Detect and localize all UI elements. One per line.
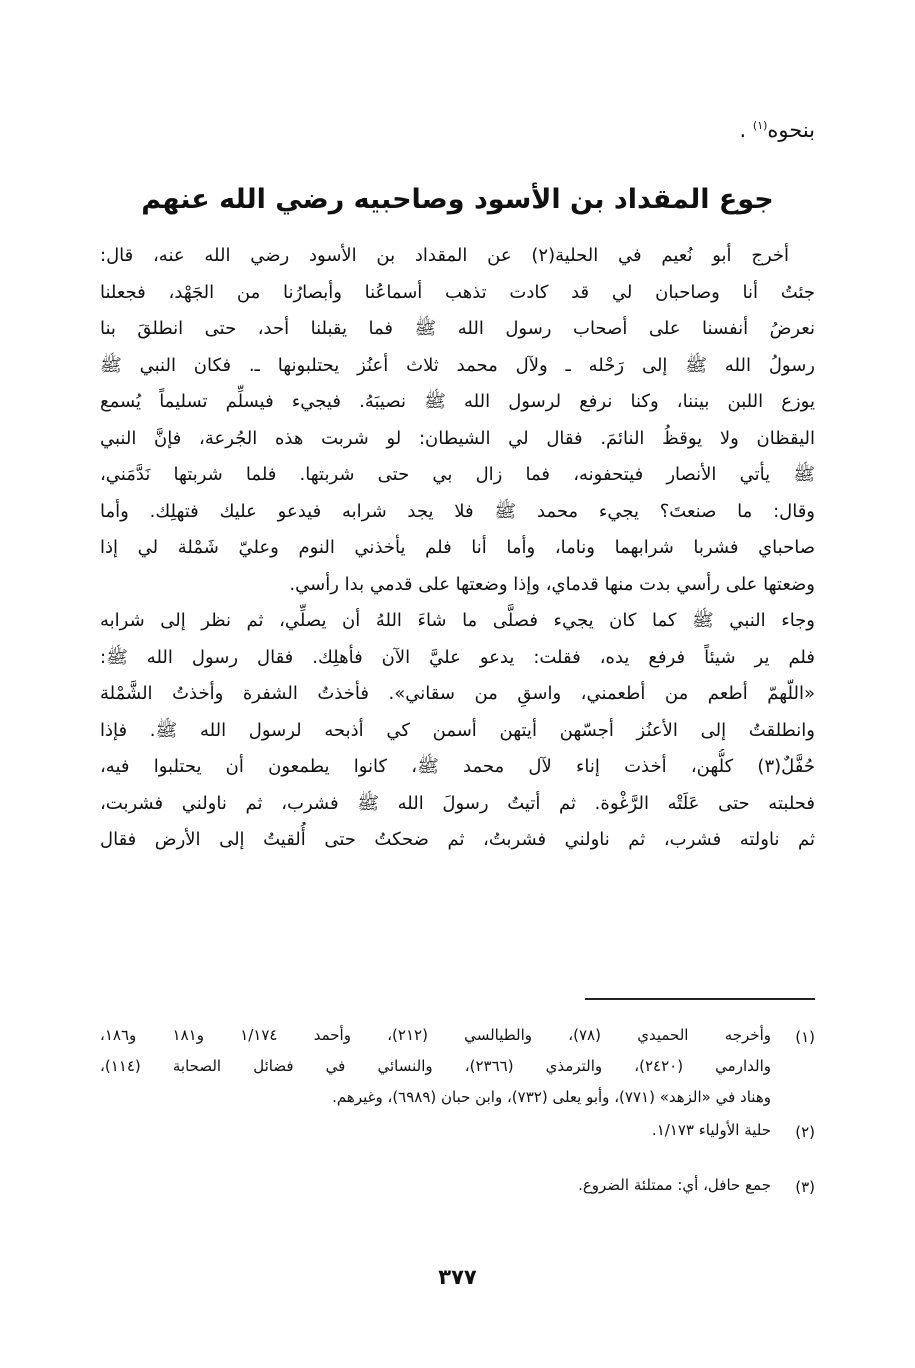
footnote-number: (٢) [795, 1123, 815, 1141]
footnote-line: حلية الأولياء ١/١٧٣. [651, 1121, 771, 1139]
footnote-divider [585, 998, 815, 1000]
body-line: حُفَّلٌ(٣) كلُّهن، أخذت إناء لآل محمد ﷺ، كانوا يطمعون أن يحتلبوا فيه، [100, 756, 815, 777]
body-line: وقال: ما صنعتَ؟ يجيء محمد ﷺ فلا يجد شرابه فيدعو عليك فتهلِك. وأما [100, 500, 815, 522]
body-line: وجاء النبي ﷺ كما كان يجيء فصلَّى ما شاءَ اللهُ أن يصلِّي، ثم نظر إلى شرابه [100, 610, 815, 631]
body-line: رسولُ الله ﷺ إلى رَحْله ـ ولآل محمد ثلاث أعنُز يحتلبونها ـ. فكان النبي ﷺ [100, 354, 815, 376]
footnote-body [100, 1020, 771, 1113]
body-line: ثم ناولته فشرب، ثم ناولني فشربتُ، ثم ضحكتُ حتى أُلقيتُ إلى الأرض فقال [100, 829, 815, 850]
body-line: جئتُ أنا وصاحبان لي قد كادت تذهب أسماعُنا وأبصارُنا من الجَهْد، فجعلنا [100, 281, 815, 303]
body-line: ﷺ يأتي الأنصار فيتحفونه، فما زال بي حتى شربتها. فلما شربتها نَدَّمَني، [100, 464, 815, 485]
footnote-number: (١) [795, 1028, 815, 1046]
footnote-line: والدارمي (٢٤٢٠)، والترمذي (٢٣٦٦)، والنسائي في فضائل الصحابة (١١٤)، [100, 1057, 771, 1075]
body-line: يوزع اللبن بيننا، وكنا نرفع لرسول الله ﷺ نصيبَهُ. فيجيء فيسلِّم تسليماً يُسمع [100, 391, 815, 412]
footnote-1 [100, 1020, 815, 1113]
body-line: وانطلقتُ إلى الأعنُز أجسّهن أيتهن أسمن كي أذبحه لرسول الله ﷺ. فإذا [100, 719, 815, 741]
body-line: أخرج أبو نُعيم في الحلية(٢) عن المقداد بن الأسود رضي الله عنه، قال: [100, 245, 789, 266]
page-number: ٣٧٧ [438, 1265, 477, 1289]
body-line: «اللّهمّ أطعم من أطعمني، واسقِ من سقاني». فأخذتُ الشفرة وأخذتُ الشَّمْلة [100, 683, 815, 704]
body-line: اليقظان ولا يوقظُ النائمَ. فقال لي الشيطان: لو شربت هذه الجُرعة، فإنَّ النبي [100, 427, 815, 449]
footnote-2 [100, 1115, 815, 1148]
lead-in-text [740, 110, 815, 150]
body-text [100, 238, 815, 859]
footnote-body [100, 1170, 771, 1201]
body-line: صاحباي فشربا شرابهما وناما، وأما أنا فلم يأخذني النوم وعليّ شَمْلة لي إذا [100, 537, 815, 558]
footnote-3 [100, 1170, 815, 1203]
footnote-line: وهناد في «الزهد» (٧٧١)، وأبو يعلى (٧٣٢)، وابن حبان (٦٩٨٩)، وغيرهم. [332, 1088, 771, 1106]
body-line: فحلبته حتى عَلَتْه الرَّغْوة. ثم أتيتُ رسولَ الله ﷺ فشرب، ثم ناولني فشربت، [100, 792, 815, 814]
footnotes [100, 1020, 815, 1203]
footnote-ref-1: (١) [752, 119, 768, 132]
body-line: نعرضُ أنفسنا على أصحاب رسول الله ﷺ فما يقبلنا أحد، حتى انطلقَ بنا [100, 318, 815, 339]
body-line: فلم ير شيئاً فرفع يده، فقلت: يدعو عليَّ الآن فأهلِك. فقال رسول الله ﷺ: [100, 646, 815, 668]
footnote-body [100, 1115, 771, 1146]
footnote-line: جمع حافل، أي: ممتلئة الضروع. [578, 1176, 771, 1194]
lead-in-word: بنحوه [767, 118, 815, 142]
lead-in-period: . [739, 118, 747, 142]
body-line: وضعتها على رأسي بدت منها قدماي، وإذا وضعتها على قدمي بدا رأسي. [289, 573, 815, 595]
footnote-line: وأخرجه الحميدي (٧٨)، والطيالسي (٢١٢)، وأحمد ١/١٧٤ و١٨١ و١٨٦، [100, 1026, 771, 1044]
section-title: جوع المقداد بن الأسود وصاحبيه رضي الله عنهم [141, 184, 774, 215]
footnote-number: (٣) [795, 1178, 815, 1196]
